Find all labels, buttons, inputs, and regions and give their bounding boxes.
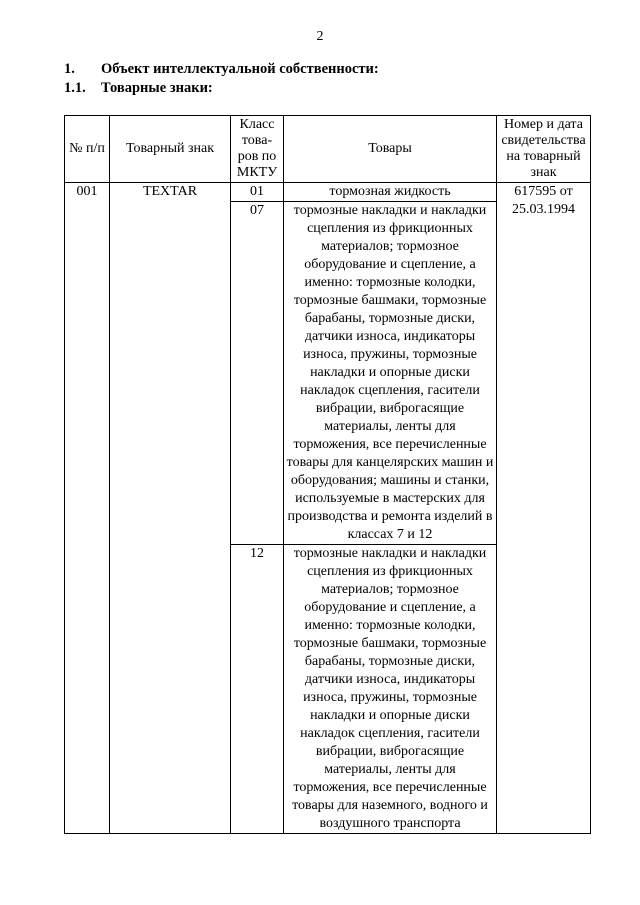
row-certificate: 617595 от 25.03.1994 <box>497 183 591 834</box>
goods-cell: тормозные накладки и накладки сцепления из фрикционных материалов; тормозное оборудование и сцепление, а именно: тормозные колодки, тормозные башмаки, тормозные барабаны, тормозные диски, датчики износа, индикаторы износа, пружины, тормозные накладки и опорные диски накладок сцепления, гасители вибрации, виброгасящие материалы, ленты для торможения, все перечисленные товары для наземного, водного и воздушного транспорта <box>284 545 497 834</box>
header-certificate: Номер и дата свидетельства на товарный знак <box>497 116 591 183</box>
section-title: Объект интеллектуальной собственности: <box>101 61 379 77</box>
subsection-title: Товарные знаки: <box>101 80 213 96</box>
class-cell: 12 <box>231 545 284 834</box>
page-number: 2 <box>316 29 324 44</box>
subsection-heading <box>64 80 213 97</box>
goods-cell: тормозная жидкость <box>284 183 497 202</box>
class-cell: 01 <box>231 183 284 202</box>
trademark-table <box>64 115 591 834</box>
header-goods: Товары <box>284 116 497 183</box>
header-number: № п/п <box>65 116 110 183</box>
section-heading <box>64 61 379 78</box>
header-class: Класс това-ров по МКТУ <box>231 116 284 183</box>
section-number: 1. <box>64 61 75 77</box>
row-number: 001 <box>65 183 110 834</box>
row-trademark: TEXTAR <box>110 183 231 834</box>
class-cell: 07 <box>231 202 284 545</box>
subsection-number: 1.1. <box>64 80 86 96</box>
goods-cell: тормозные накладки и накладки сцепления из фрикционных материалов; тормозное оборудование и сцепление, а именно: тормозные колодки, тормозные башмаки, тормозные барабаны, тормозные диски, датчики износа, индикаторы износа, пружины, тормозные накладки и опорные диски накладок сцепления, гасители вибрации, виброгасящие материалы, ленты для торможения, все перечисленные товары для канцелярских машин и оборудования; машины и станки, используемые в мастерских для производства и ремонта изделий в классах 7 и 12 <box>284 202 497 545</box>
header-trademark: Товарный знак <box>110 116 231 183</box>
